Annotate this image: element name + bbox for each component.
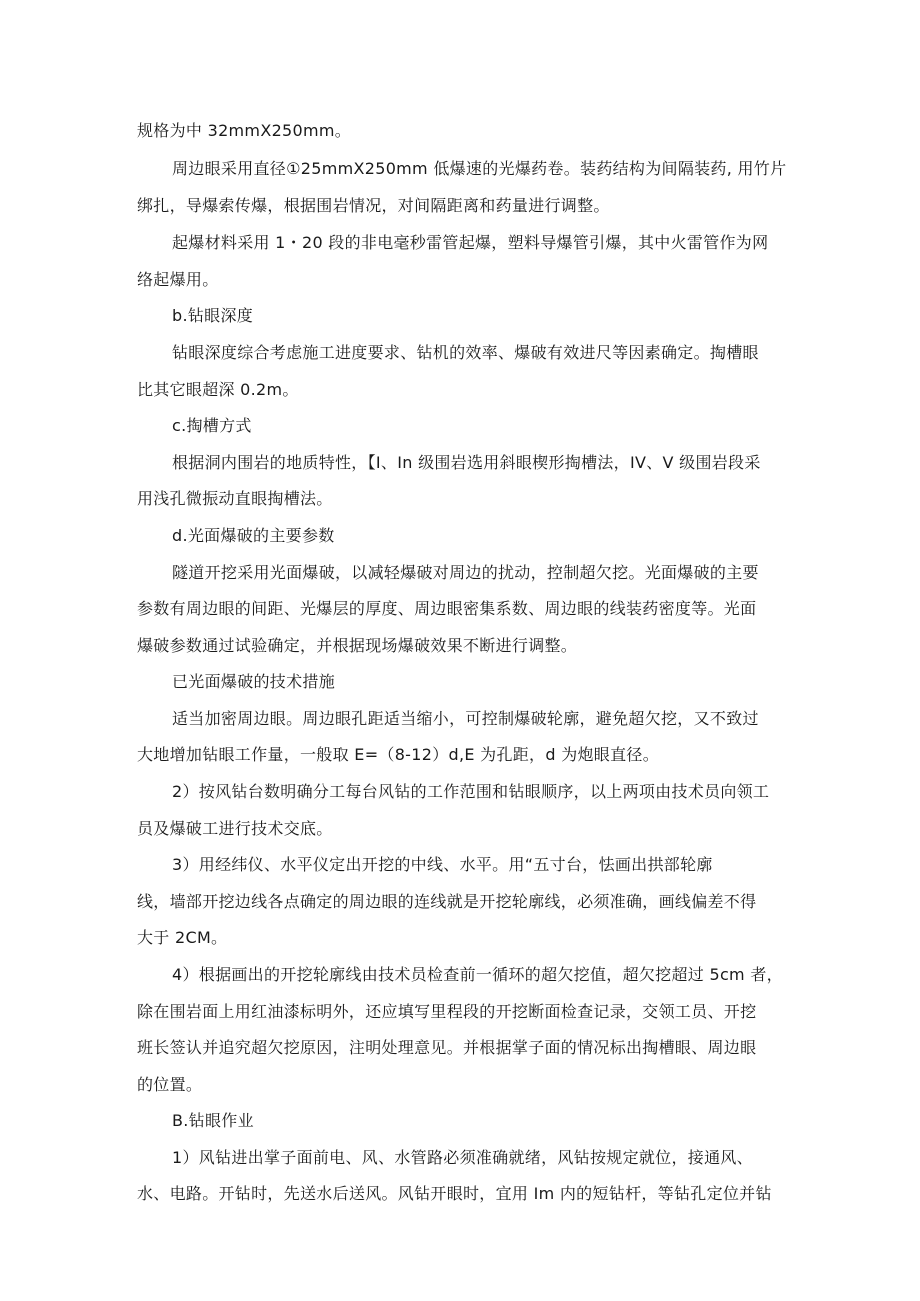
text-line: 水、电路。开钻时，先送水后送风。风钻开眼时，宜用 Im 内的短钻杆，等钻孔定位并钻 bbox=[137, 1184, 772, 1203]
paragraph-line: 钻眼深度综合考虑施工进度要求、钻机的效率、爆破有效进尺等因素确定。掏槽眼 bbox=[172, 343, 759, 362]
text-line: 比其它眼超深 0.2m。 bbox=[137, 380, 299, 399]
paragraph-line: 4）根据画出的开挖轮廓线由技术员检查前一循环的超欠挖值，超欠挖超过 5cm 者， bbox=[172, 965, 783, 984]
paragraph-line: 隧道开挖采用光面爆破，以减轻爆破对周边的扰动，控制超欠挖。光面爆破的主要 bbox=[172, 563, 759, 582]
paragraph-line: 周边眼采用直径①25mmX250mm 低爆速的光爆药卷。装药结构为间隔装药, 用竹片 bbox=[172, 159, 787, 178]
text-line: 络起爆用。 bbox=[137, 270, 219, 289]
paragraph-line: 1）风钻进出掌子面前电、风、水管路必须准确就绪，风钻按规定就位，接通风、 bbox=[172, 1148, 753, 1167]
paragraph-line: 适当加密周边眼。周边眼孔距适当缩小，可控制爆破轮廓，避免超欠挖，又不致过 bbox=[172, 709, 759, 728]
text-line: 班长签认并追究超欠挖原因，注明处理意见。并根据掌子面的情况标出掏槽眼、周边眼 bbox=[137, 1038, 757, 1057]
paragraph-line: 2）按风钻台数明确分工每台风钻的工作范围和钻眼顺序，以上两项由技术员向领工 bbox=[172, 782, 770, 801]
paragraph-line: 3）用经纬仪、水平仪定出开挖的中线、水平。用“五寸台，怯画出拱部轮廓 bbox=[172, 855, 713, 874]
paragraph-line: 起爆材料采用 1・20 段的非电毫秒雷管起爆，塑料导爆管引爆，其中火雷管作为网 bbox=[172, 233, 769, 252]
paragraph-line: 根据洞内围岩的地质特性，【I、In 级围岩选用斜眼楔形掏槽法，IV、V 级围岩段采 bbox=[172, 453, 761, 472]
text-line: 规格为中 32mmX250mm。 bbox=[137, 121, 352, 140]
text-line: 大地增加钻眼工作量，一般取 E=（8-12）d,E 为孔距，d 为炮眼直径。 bbox=[137, 745, 659, 764]
text-line: 用浅孔微振动直眼掏槽法。 bbox=[137, 489, 333, 508]
text-line: 绑扎，导爆索传爆，根据围岩情况，对间隔距离和药量进行调整。 bbox=[137, 196, 610, 215]
text-line: 除在围岩面上用红油漆标明外，还应填写里程段的开挖断面检查记录，交领工员、开挖 bbox=[137, 1002, 757, 1021]
text-line: 参数有周边眼的间距、光爆层的厚度、周边眼密集系数、周边眼的线装药密度等。光面 bbox=[137, 599, 757, 618]
section-heading: 已光面爆破的技术措施 bbox=[172, 672, 336, 691]
text-line: 员及爆破工进行技术交底。 bbox=[137, 819, 333, 838]
text-line: 大于 2CM。 bbox=[137, 928, 228, 947]
section-heading: c.掏槽方式 bbox=[172, 416, 252, 435]
section-heading: b.钻眼深度 bbox=[172, 306, 254, 325]
text-line: 的位置。 bbox=[137, 1075, 203, 1094]
text-line: 爆破参数通过试验确定，并根据现场爆破效果不断进行调整。 bbox=[137, 636, 578, 655]
section-heading: B.钻眼作业 bbox=[172, 1111, 254, 1130]
section-heading: d.光面爆破的主要参数 bbox=[172, 526, 335, 545]
text-line: 线，墙部开挖边线各点确定的周边眼的连线就是开挖轮廓线，必须准确，画线偏差不得 bbox=[137, 892, 757, 911]
